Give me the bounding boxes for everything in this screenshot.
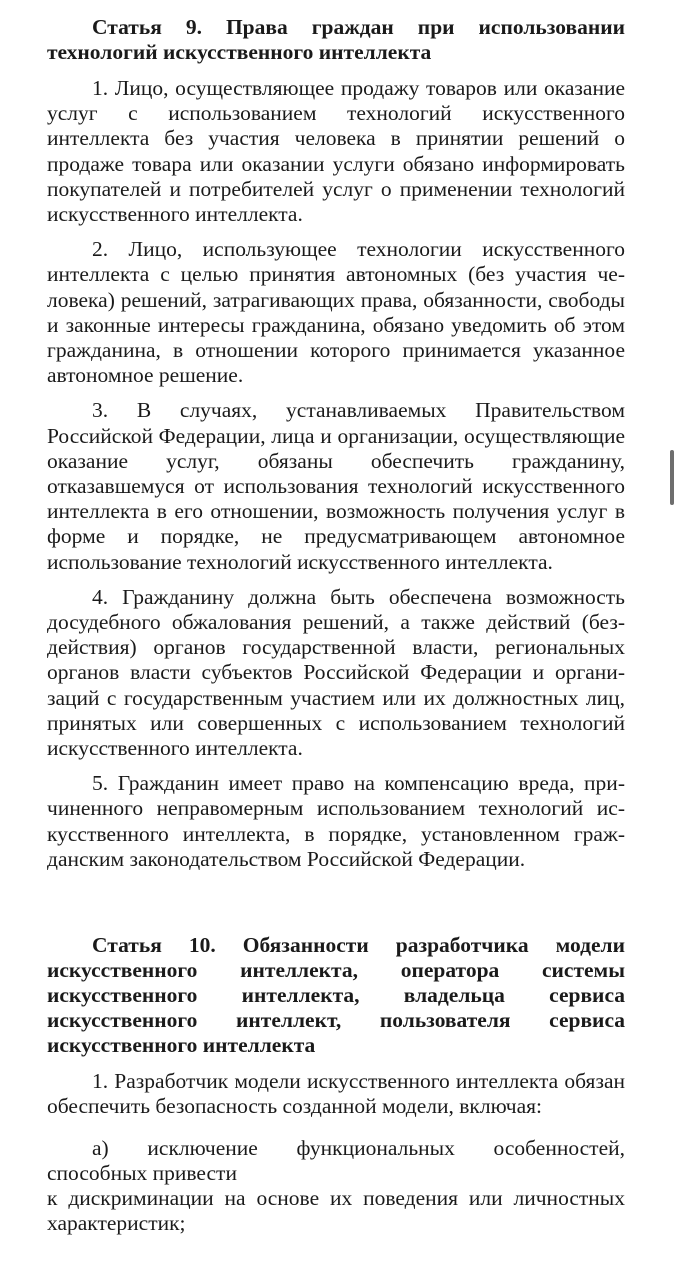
article-9-paragraph-1: 1. Лицо, осуществляющее продажу товаров или оказание услуг с использованием технологий искусственного интеллекта без участия человека в принятии решений о продаже товара или оказании услуги обязано информировать покупателей и потребителей услуг о применении технологий искусственного интеллекта.	[47, 76, 625, 227]
document-page	[47, 0, 625, 1236]
item-a-line-2: способных привести	[47, 1160, 237, 1185]
article-10-heading: Статья 10. Обязанности разработчика модели искусственного интеллекта, оператора системы искусственного интеллекта, владельца сервиса искусственного интеллект, пользователя сервиса искусственного интеллекта	[47, 933, 625, 1058]
article-9-paragraph-3: 3. В случаях, устанавливаемых Правительством Российской Федерации, лица и организации, осуществляющие оказание услуг, обязаны обеспечить гражданину, отказавшемуся от использования технологий искусственного интеллекта в его отношении, возможность получения услуг в форме и порядке, не предусматривающем автономное использование технологий искусственного интеллекта.	[47, 398, 625, 574]
article-9-heading: Статья 9. Права граждан при использовании технологий искусственного интеллекта	[47, 15, 625, 64]
article-10-item-a	[47, 1136, 625, 1237]
article-9-paragraph-4: 4. Гражданину должна быть обеспечена возможность досудебного обжалования решений, а также действий (бездействия) органов государственной власти, региональных органов власти субъектов Российской Федерации и организаций с государственным участием или их должностных лиц, принятых или совершенных с использованием технологий искусственного интеллекта.	[47, 584, 625, 761]
item-a-line-1: а) исключение функциональных особенностей,	[92, 1135, 625, 1160]
article-9-paragraph-5: 5. Гражданин имеет право на компенсацию вреда, причиненного неправомерным использованием технологий искусственного интеллекта, в порядке, установленном гражданским законодательством Российской Федерации.	[47, 771, 625, 871]
item-a-line-3: к дискриминации на основе их поведения или личностных характеристик;	[47, 1185, 625, 1236]
article-10-paragraph-1: 1. Разработчик модели искусственного интеллекта обязан обеспечить безопасность созданной модели, включая:	[47, 1069, 625, 1119]
scrollbar-thumb[interactable]	[670, 450, 674, 505]
article-9-paragraph-2: 2. Лицо, использующее технологии искусственного интеллекта с целью принятия автономных (без участия человека) решений, затрагивающих права, обязанности, свободы и законные интересы гражданина, обязано уведомить об этом гражданина, в отношении которого принимается указанное автономное решение.	[47, 237, 625, 388]
